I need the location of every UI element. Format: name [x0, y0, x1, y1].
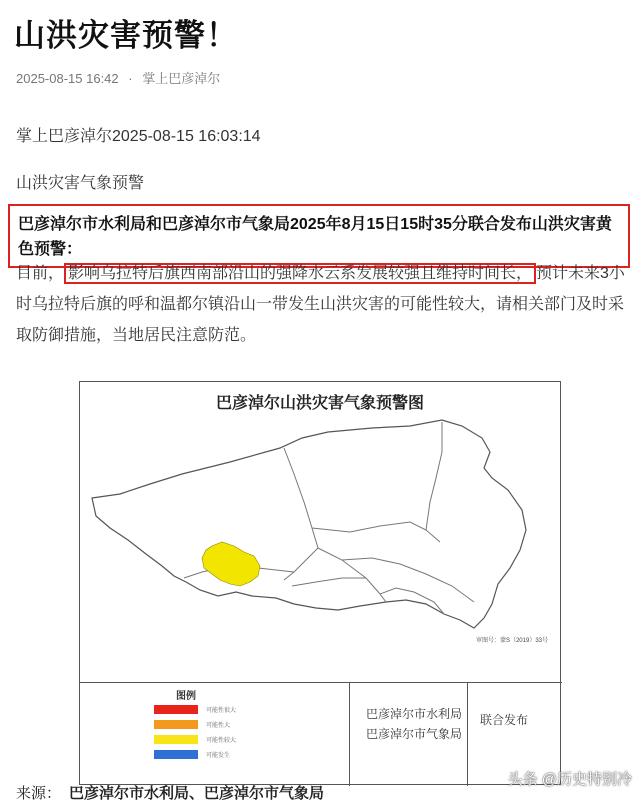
- issuing-agencies: [350, 682, 468, 786]
- article-meta: [16, 68, 226, 87]
- legend-swatch: [154, 750, 198, 759]
- map-legend: [80, 682, 350, 786]
- source-timestamp-line: 掌上巴彦淖尔2025-08-15 16:03:14: [16, 128, 261, 145]
- joint-release-label: 联合发布: [480, 713, 529, 727]
- subheading: 山洪灾害气象预警: [16, 175, 145, 192]
- source-app-link[interactable]: 掌上巴彦淖尔: [142, 71, 221, 86]
- source-value: 巴彦淖尔市水利局、巴彦淖尔市气象局: [69, 785, 325, 802]
- legend-label: 可能发生: [206, 753, 231, 759]
- source-label: 来源：: [16, 785, 62, 802]
- legend-swatch: [154, 720, 198, 729]
- legend-swatch: [154, 735, 198, 744]
- para-prefix: 目前，: [16, 265, 65, 282]
- issuer-water-bureau: 巴彦淖尔市水利局: [366, 707, 463, 721]
- watermark: 头条 @历史特别冷: [507, 771, 632, 788]
- para-rest: 预计未来3小时乌拉特后旗的呼和温都尔镇沿山一带发生山洪灾害的可能性较大，请相关部门及时采取防御措施，当地居民注意防范。: [16, 265, 625, 344]
- legend-label: 可能性较大: [206, 738, 237, 744]
- publish-date: 2025-08-15 16:42: [16, 71, 119, 86]
- map-approval-number: 审图号：蒙S（2019）33号: [475, 638, 548, 644]
- issuer-meteorological-bureau: 巴彦淖尔市气象局: [366, 727, 463, 741]
- meta-separator: ·: [128, 71, 133, 86]
- warning-map-image: [79, 381, 561, 785]
- legend-label: 可能性很大: [206, 708, 237, 714]
- map-outline: [92, 420, 526, 628]
- legend-title: 图例: [176, 691, 196, 702]
- page-title: 山洪灾害预警！: [14, 18, 238, 53]
- source-line: [16, 782, 324, 803]
- map-title: 巴彦淖尔山洪灾害气象预警图: [215, 395, 424, 412]
- legend-swatch: [154, 705, 198, 714]
- highlighted-phrase: 影响乌拉特后旗西南部沿山的强降水云系发展较强且维持时间长，: [64, 263, 536, 284]
- body-paragraph: [16, 258, 632, 351]
- legend-label: 可能性大: [206, 723, 231, 729]
- warning-heading-text: 巴彦淖尔市水利局和巴彦淖尔市气象局2025年8月15日15时35分联合发布山洪灾害黄色预警：: [18, 216, 612, 258]
